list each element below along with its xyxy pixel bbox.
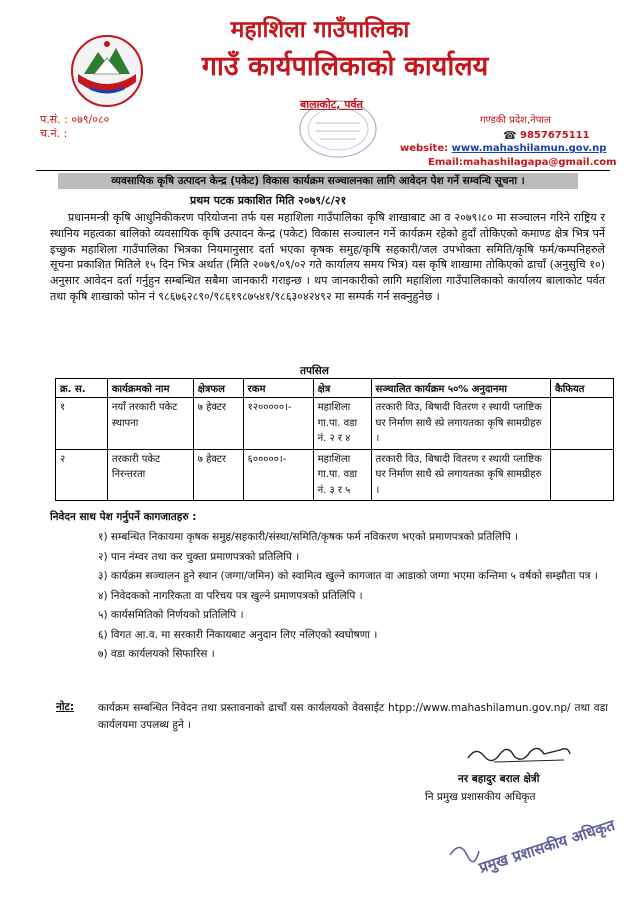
phone-number: 9857675111 (520, 130, 590, 141)
signatory-name: नर बहादुर बराल क्षेत्री (458, 773, 540, 785)
document-item: ६) विगत आ.व. मा सरकारी निकायबाट अनुदान लिए नलिएको स्वघोषणा । (98, 628, 378, 641)
note-label: नोट: (56, 701, 75, 713)
org-name: महाशिला गाउँपालिका (230, 17, 410, 43)
nepal-emblem-icon (70, 34, 144, 108)
documents-heading: निवेदन साथ पेश गर्नुपर्ने कागजातहरु : (50, 511, 197, 523)
note-text: कार्यक्रम सम्बन्धित निवेदन तथा प्रस्तावनाको ढाचाँ यस कार्यलयको वेवसाईट htpp://www.mahashilamun.gov.np/ तथा वडा कार्यलयमा उपलब्ध हुने । (98, 702, 608, 731)
document-item: ४) निवेदकको नागरिकता वा परिचय पत्र खुल्ने प्रमाणपत्रको प्रतिलिपि । (98, 589, 363, 602)
header-divider (36, 170, 610, 171)
document-item: ५) कार्यसमितिको निर्णयको प्रतिलिपि । (98, 609, 244, 621)
cell-region: महाशिला गा.पा. वडा नं. २ र ४ (313, 398, 371, 450)
cell-area: ७ हेक्टर (193, 398, 243, 450)
province-label: गण्डकी प्रदेश,नेपाल (480, 115, 551, 126)
notice-title: व्यवसायिक कृषि उत्पादन केन्द्र (पकेट) विकास कार्यक्रम सञ्चालनका लागि आवेदन पेश गर्ने सम्वन्धि सूचना । (58, 173, 578, 189)
cell-area: ७ हेक्टर (193, 449, 243, 501)
col-header-region: क्षेत्र (313, 379, 371, 398)
challan-number: च.नं. : (40, 127, 68, 140)
website-line (400, 143, 606, 154)
email-link[interactable]: mahashilagapa@gmail.com (462, 157, 617, 168)
cell-remarks (551, 449, 614, 501)
table-header-row (56, 379, 614, 398)
office-location: बालाकोट, पर्वत (300, 98, 363, 111)
cell-program: नयाँ तरकारी पकेट स्थापना (107, 398, 193, 450)
document-item: २) पान नंम्वर तथा कर चुक्ता प्रमाणपत्रको प्रतिलिपि । (98, 550, 300, 563)
officer-stamp (445, 785, 625, 885)
col-header-remarks: कैफियत (551, 379, 614, 398)
table-caption: तपसिल (300, 365, 329, 377)
cell-amount: ६०००००।- (243, 449, 313, 501)
cell-amount: १२०००००।- (243, 398, 313, 450)
email-label: Email: (428, 157, 463, 168)
website-link[interactable]: www.mahashilamun.gov.np (451, 143, 607, 154)
notice-body: प्रधानमन्त्री कृषि आधुनिकीकरण परियोजना तर्फ यस महाशिला गाउँपालिका कृषि शाखाबाट आ व २०७९।८० मा सञ्चालन गरिने राष्ट्रिय र स्थानिय महत्वका बालिको व्यवसायिक कृषि उत्पादन केन्द्र (पकेट) विकास सञ्चालन गर्ने कार्यक्रम रहेको हुदाँ तोकिएको कमाण्ड क्षेत्र भित्र पर्ने इच्छुक महाशिला गाउँपालिका भित्रका नियमानुसार दर्ता भएका कृषक समुह/कृषि सहकारी/जल उपभोक्ता समिति/कृषि फर्म/कम्पनिहरुले सूचना प्रकाशित मितिले १५ दिन भित्र अर्थात (मिति २०७९/०९/०२ गते कार्यालय समय भित्र) यस कृषि शाखामा तोकिएको ढाचाँ (अनुसुचि १०) अनुसार आवेदन दर्ता गर्नुहुन सम्बन्धित सबैमा जानकारी गराइन्छ । थप जानकारीको लागि महाशिला गाउँपालिकाको कार्यालय बालाकोट पर्वत तथा कृषि शाखाको फोन नं ९८६७६२८९०/९८६१९८७५४१/९८६३०४२४९२ मा सम्पर्क गर्न सक्नुहुनेछ । (50, 211, 605, 303)
document-item: १) सम्बन्धित निकायमा कृषक समुह/सहकारी/संस्था/समिति/कृषक फर्म नविकरण भएको प्रमाणपत्रको प्रतिलिपि । (98, 531, 519, 543)
signatory-title: नि प्रमुख प्रशासकीय अधिकृत (425, 791, 536, 803)
col-header-activities: सञ्चालित कार्यक्रम ५०% अनुदानमा (371, 379, 551, 398)
program-table (55, 378, 614, 501)
document-item: ७) वडा कार्यलयको सिफारिस । (98, 648, 215, 660)
table-row (56, 449, 614, 501)
cell-program: तरकारी पकेट निरन्तरता (107, 449, 193, 501)
handwritten-signature (464, 740, 574, 770)
cell-activities: तरकारी विउ, बिषादी वितरण र स्थायी प्लाष्टिक घर निर्माण साथै स्प्रे लगायतका कृषि सामग्रीहरु । (371, 398, 551, 450)
col-header-area: क्षेत्रफल (193, 379, 243, 398)
cell-sn: २ (56, 449, 108, 501)
cell-region: महाशिला गा.पा. वडा नं. ३ र ५ (313, 449, 371, 501)
cell-remarks (551, 398, 614, 450)
svg-text:प्रमुख प्रशासकीय अधिकृत: प्रमुख प्रशासकीय अधिकृत (476, 815, 618, 877)
cell-sn: १ (56, 398, 108, 450)
col-header-amount: रकम (243, 379, 313, 398)
publication-date: प्रथम पटक प्रकाशित मिति २०७९/८/२१ (190, 194, 347, 207)
col-header-program: कार्यक्रमको नाम (107, 379, 193, 398)
document-item: ३) कार्यक्रम सञ्चालन हुने स्थान (जग्गा/जमिन) को स्वामित्व खुल्ने कागजात वा आडाको जग्गा भएमा कन्तिमा ५ वर्षको सम्झौता पत्र । (98, 570, 598, 582)
website-label: website: (400, 143, 449, 154)
col-header-sn: क्र. स. (56, 379, 108, 398)
phone-icon: ☎ (503, 129, 517, 142)
cell-activities: तरकारी विउ, बिषादी वितरण र स्थायी प्लाष्टिक घर निर्माण साथै स्प्रे लगायतका कृषि सामग्रीहरु । (371, 449, 551, 501)
documents-list (98, 530, 608, 667)
table-row (56, 398, 614, 450)
reference-number: प.सं. : ०७९/०८० (40, 113, 110, 126)
office-name: गाउँ कार्यपालिकाको कार्यालय (201, 51, 489, 82)
email-line (428, 157, 617, 168)
